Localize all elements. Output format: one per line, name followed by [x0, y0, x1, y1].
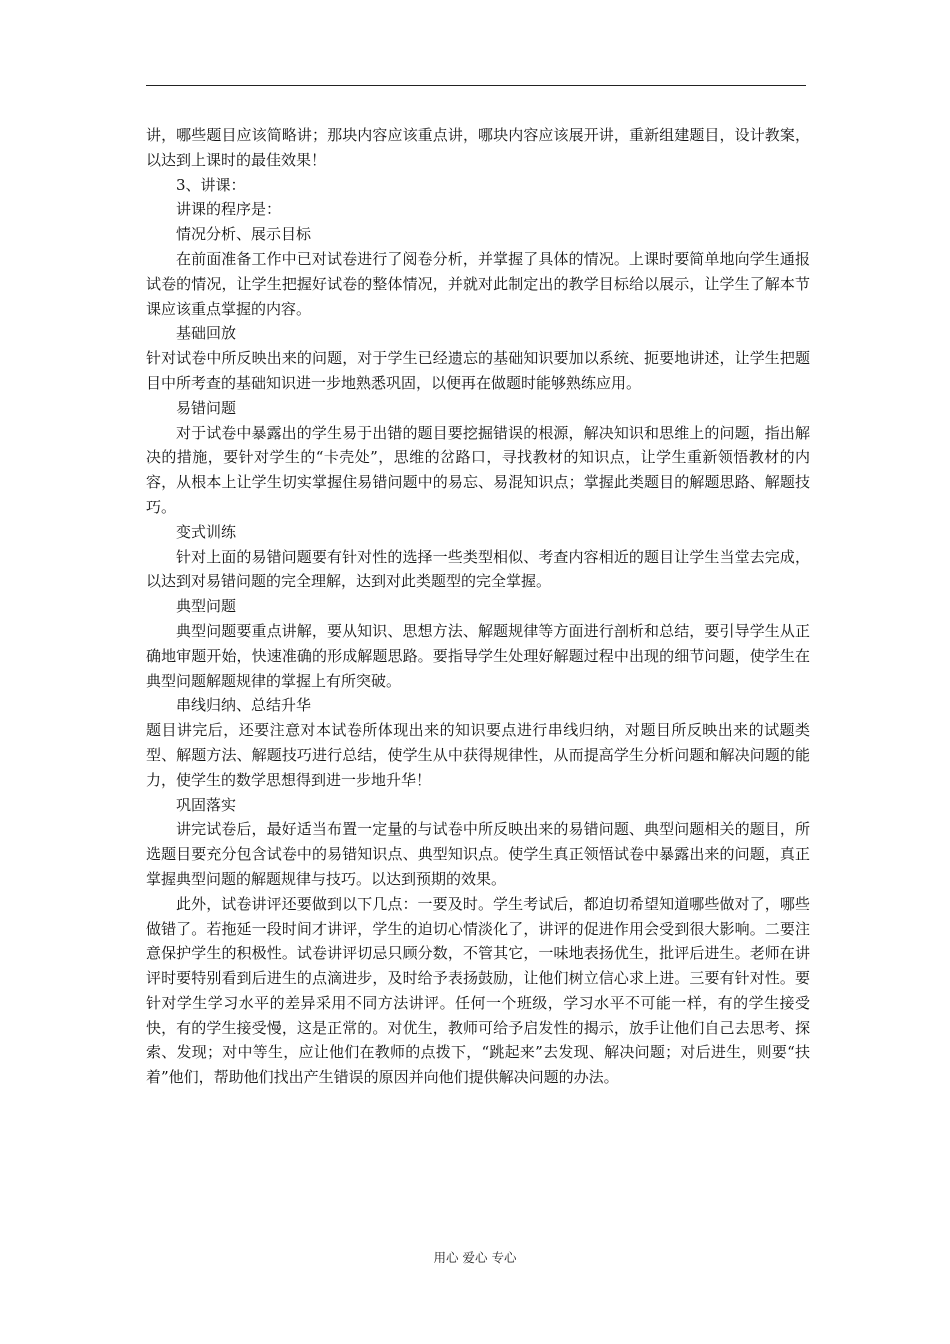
paragraph: 讲完试卷后，最好适当布置一定量的与试卷中所反映出来的易错问题、典型问题相关的题目，所选题目要充分包含试卷中的易错知识点、典型知识点。使学生真正领悟试卷中暴露出来的问题，真正掌握典型问题的解题规律与技巧。以达到预期的效果。 [146, 820, 810, 888]
paragraph: 题目讲完后，还要注意对本试卷所体现出来的知识要点进行串线归纳，对题目所反映出来的试题类型、解题方法、解题技巧进行总结，使学生从中获得规律性，从而提高学生分析问题和解决问题的能力，使学生的数学思想得到进一步地升华！ [146, 721, 810, 789]
subheading: 基础回放 [176, 324, 237, 343]
paragraph: 针对试卷中所反映出来的问题，对于学生已经遗忘的基础知识要加以系统、扼要地讲述，让学生把题目中所考查的基础知识进一步地熟悉巩固，以便再在做题时能够熟练应用。 [146, 349, 810, 392]
paragraph: 讲，哪些题目应该简略讲；那块内容应该重点讲，哪块内容应该展开讲，重新组建题目，设计教案，以达到上课时的最佳效果！ [146, 126, 810, 169]
paragraph: 典型问题要重点讲解，要从知识、思想方法、解题规律等方面进行剖析和总结，要引导学生从正确地审题开始，快速准确的形成解题思路。要指导学生处理好解题过程中出现的细节问题，使学生在典型问题解题规律的掌握上有所突破。 [146, 621, 810, 690]
document-body [146, 123, 810, 1090]
paragraph: 此外，试卷讲评还要做到以下几点：一要及时。学生考试后，都迫切希望知道哪些做对了，哪些做错了。若拖延一段时间才讲评，学生的迫切心情淡化了，讲评的促进作用会受到很大影响。二要注意保护学生的积极性。试卷讲评切忌只顾分数，不管其它，一味地表扬优生，批评后进生。老师在讲评时要特别看到后进生的点滴进步，及时给予表扬鼓励，让他们树立信心求上进。三要有针对性。要针对学生学习水平的差异采用不同方法讲评。任何一个班级，学习水平不可能一样，有的学生接受快，有的学生接受慢，这是正常的。对优生，教师可给予启发性的揭示，放手让他们自己去思考、探索、发现；对中等生，应让他们在教师的点拨下，“跳起来”去发现、解决问题；对后进生，则要“扶着”他们，帮助他们找出产生错误的原因并向他们提供解决问题的办法。 [146, 894, 810, 1087]
header-rule [146, 85, 806, 86]
subheading: 典型问题 [176, 597, 237, 616]
subheading: 易错问题 [176, 398, 237, 417]
paragraph: 在前面准备工作中已对试卷进行了阅卷分析，并掌握了具体的情况。上课时要简单地向学生通报试卷的情况，让学生把握好试卷的整体情况，并就对此制定出的教学目标给以展示，让学生了解本节课应该重点掌握的内容。 [146, 249, 810, 318]
page-footer: 用心 爱心 专心 [433, 1250, 517, 1265]
paragraph: 讲课的程序是： [176, 200, 282, 219]
subheading: 变式训练 [176, 522, 237, 541]
section-heading: 3、讲课： [176, 175, 246, 194]
subheading: 巩固落实 [176, 795, 237, 814]
subheading: 情况分析、展示目标 [176, 225, 312, 244]
paragraph: 对于试卷中暴露出的学生易于出错的题目要挖掘错误的根源，解决知识和思维上的问题，指出解决的措施，要针对学生的“卡壳处”，思维的岔路口，寻找教材的知识点，让学生重新领悟教材的内容，从根本上让学生切实掌握住易错问题中的易忘、易混知识点；掌握此类题目的解题思路、解题技巧。 [146, 423, 810, 516]
subheading: 串线归纳、总结升华 [176, 696, 312, 715]
paragraph: 针对上面的易错问题要有针对性的选择一些类型相似、考查内容相近的题目让学生当堂去完成，以达到对易错问题的完全理解，达到对此类题型的完全掌握。 [146, 547, 810, 591]
